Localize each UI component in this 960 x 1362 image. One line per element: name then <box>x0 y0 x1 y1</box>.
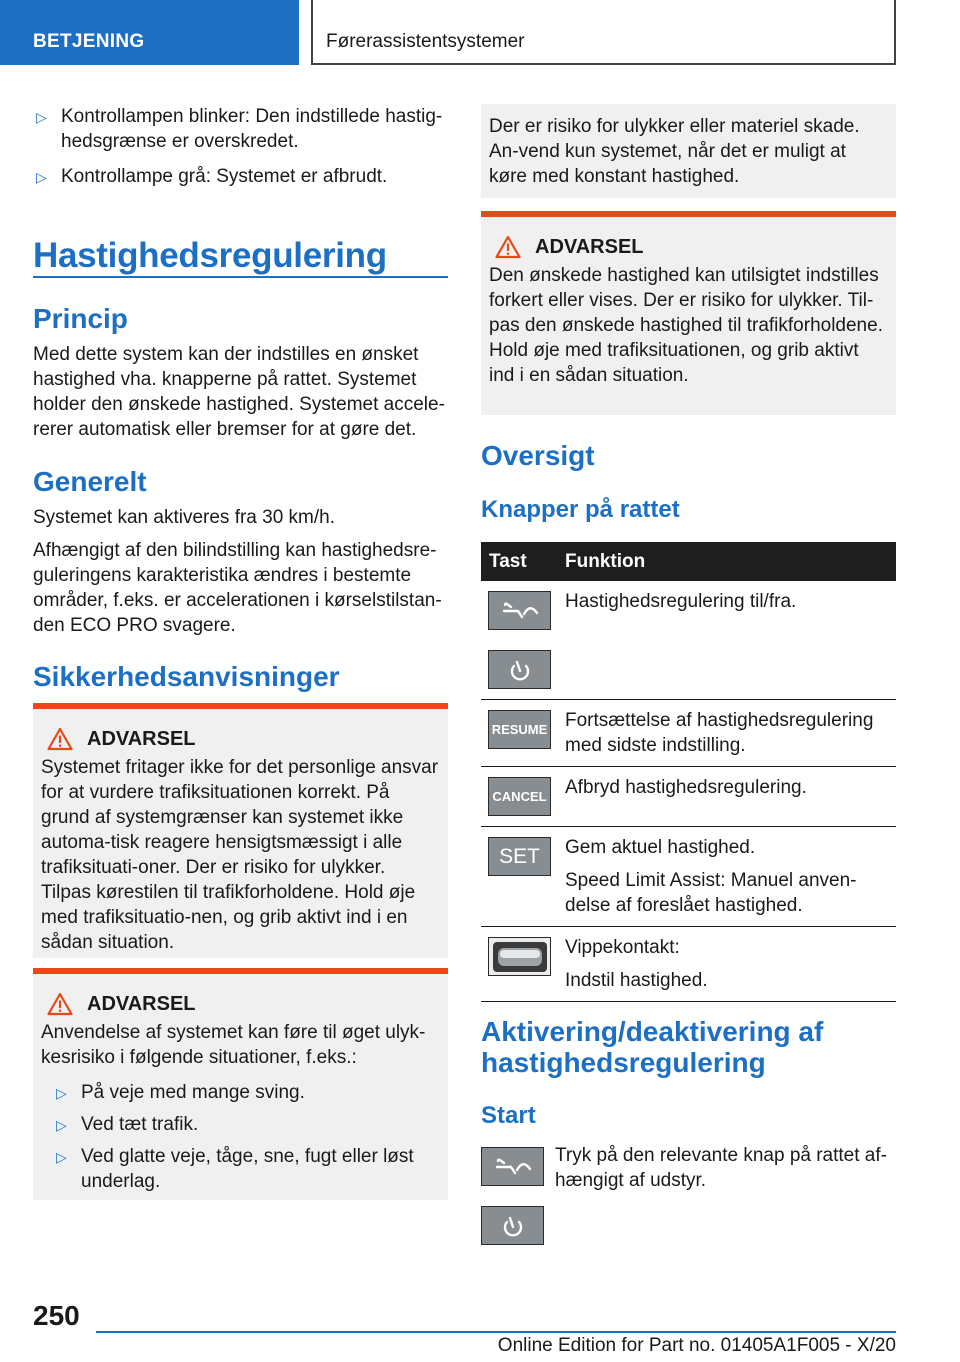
table-header-row <box>481 542 896 581</box>
set-key-icon: SET <box>488 837 551 876</box>
bullet-triangle-icon: ▷ <box>56 1117 67 1133</box>
key-cell <box>481 767 557 827</box>
general-heading: Generelt <box>33 466 147 497</box>
key-cell <box>481 581 557 700</box>
cruise-on-off-icon <box>488 591 551 630</box>
key-cell <box>481 700 557 767</box>
resume-key-icon: RESUME <box>488 710 551 749</box>
function-cell: Hastighedsregulering til/fra. <box>557 581 896 700</box>
warning-text: Anvendelse af systemet kan føre til øget ulyk-kesrisiko i følgende situationer, f.eks.: <box>41 1022 426 1068</box>
cancel-key-icon: CANCEL <box>488 777 551 816</box>
bullet-triangle-icon: ▷ <box>56 1149 67 1165</box>
list-item: ▷ Ved glatte veje, tåge, sne, fugt eller løst underlag. <box>56 1146 414 1192</box>
section-title: BETJENING <box>33 31 145 52</box>
rocker-switch-icon <box>488 937 551 976</box>
bullet-triangle-icon: ▷ <box>36 169 47 185</box>
key-cell <box>481 827 557 927</box>
overview-heading: Oversigt <box>481 440 595 471</box>
key-cell <box>481 927 557 1002</box>
cruise-on-off-icon <box>481 1147 544 1186</box>
list-item: ▷ Kontrollampe grå: Systemet er afbrudt. <box>33 164 448 189</box>
function-cell: Gem aktuel hastighed. Speed Limit Assist: Manuel anven-delse af foreslået hastighed. <box>557 827 896 927</box>
warning-header <box>41 992 440 1016</box>
general-text-2: Afhængigt af den bilindstilling kan hastighedsre-guleringens karakteristika ændres i bestemte områder, f.eks. er accelerationen i kørselstilstan-den ECO PRO svagere. <box>33 540 442 636</box>
warning-triangle-icon <box>47 992 73 1016</box>
page-title: Hastighedsregulering <box>33 236 387 275</box>
warning-text: Systemet fritager ikke for det personlige ansvar for at vurdere trafiksituationen korrekt. På grund af systemgrænser kan systemet ikke automa-tisk reagere hensigtsmæssigt i alle trafiksituati-oner. Der er risiko for ulykker. Tilpas kørestilen til trafikforholdene. Hold øje med trafiksituatio-nen, og grib aktivt ind i en sådan situation. <box>41 757 439 953</box>
warning-continuation-text: Der er risiko for ulykker eller materiel skade. An-vend kun systemet, når det er muligt at køre med konstant hastighed. <box>489 116 860 187</box>
activation-heading: Aktivering/deaktivering af hastighedsregulering <box>481 1016 824 1078</box>
table-row <box>481 581 896 700</box>
warning-label: ADVARSEL <box>87 727 196 750</box>
table-row <box>481 827 896 927</box>
title-rule <box>33 276 448 278</box>
warning-continuation-box <box>481 104 896 198</box>
warning-triangle-icon <box>495 235 521 259</box>
page-number: 250 <box>33 1300 80 1331</box>
list-item: ▷ På veje med mange sving. <box>53 1080 440 1105</box>
warning-header <box>489 235 888 259</box>
start-text: Tryk på den relevante knap på rattet af-hængigt af udstyr. <box>555 1145 887 1191</box>
column-header-function: Funktion <box>557 542 896 581</box>
warning-label: ADVARSEL <box>87 992 196 1015</box>
general-text-1: Systemet kan aktiveres fra 30 km/h. <box>33 507 336 528</box>
section-tab <box>0 0 299 65</box>
column-header-key: Tast <box>481 542 557 581</box>
table-row <box>481 700 896 767</box>
list-item: ▷ Ved tæt trafik. <box>53 1112 440 1137</box>
warning-box-2 <box>33 968 448 1200</box>
warning-box-1 <box>33 703 448 958</box>
edition-note: Online Edition for Part no. 01405A1F005 - X/20 <box>497 1335 896 1356</box>
chapter-tab <box>311 0 896 65</box>
table-row <box>481 767 896 827</box>
list-item: ▷ Kontrollampen blinker: Den indstillede hastig-hedsgrænse er overskredet. <box>36 106 443 152</box>
principle-heading: Princip <box>33 303 128 334</box>
warning-box-3 <box>481 211 896 415</box>
status-bullet-list <box>33 104 448 189</box>
start-heading: Start <box>481 1102 536 1129</box>
cruise-pause-icon <box>488 650 551 689</box>
warning-triangle-icon <box>47 727 73 751</box>
warning-text: Den ønskede hastighed kan utilsigtet indstilles forkert eller vises. Der er risiko for ulykker. Til-pas den ønskede hastighed til trafikforholdene. Hold øje med trafiksituationen, og grib aktivt ind i en sådan situation. <box>489 265 883 386</box>
footer-rule <box>96 1331 896 1333</box>
warning-label: ADVARSEL <box>535 235 644 258</box>
steering-buttons-table <box>481 542 896 1002</box>
function-cell: Vippekontakt: Indstil hastighed. <box>557 927 896 1002</box>
buttons-heading: Knapper på rattet <box>481 496 680 523</box>
chapter-title: Førerassistentsystemer <box>326 31 525 52</box>
function-cell: Fortsættelse af hastighedsregulering med sidste indstilling. <box>557 700 896 767</box>
warning-situation-list <box>41 1080 440 1194</box>
principle-text: Med dette system kan der indstilles en ønsket hastighed vha. knapperne på rattet. Systemet holder den ønskede hastighed. Systemet accele-rerer automatisk eller bremser for at gøre det. <box>33 344 445 440</box>
function-cell: Afbryd hastighedsregulering. <box>557 767 896 827</box>
table-row <box>481 927 896 1002</box>
start-key-icons <box>481 1147 544 1245</box>
bullet-triangle-icon: ▷ <box>36 109 47 125</box>
safety-heading: Sikkerhedsanvisninger <box>33 661 340 692</box>
cruise-pause-icon <box>481 1206 544 1245</box>
bullet-triangle-icon: ▷ <box>56 1085 67 1101</box>
warning-header <box>41 727 440 751</box>
